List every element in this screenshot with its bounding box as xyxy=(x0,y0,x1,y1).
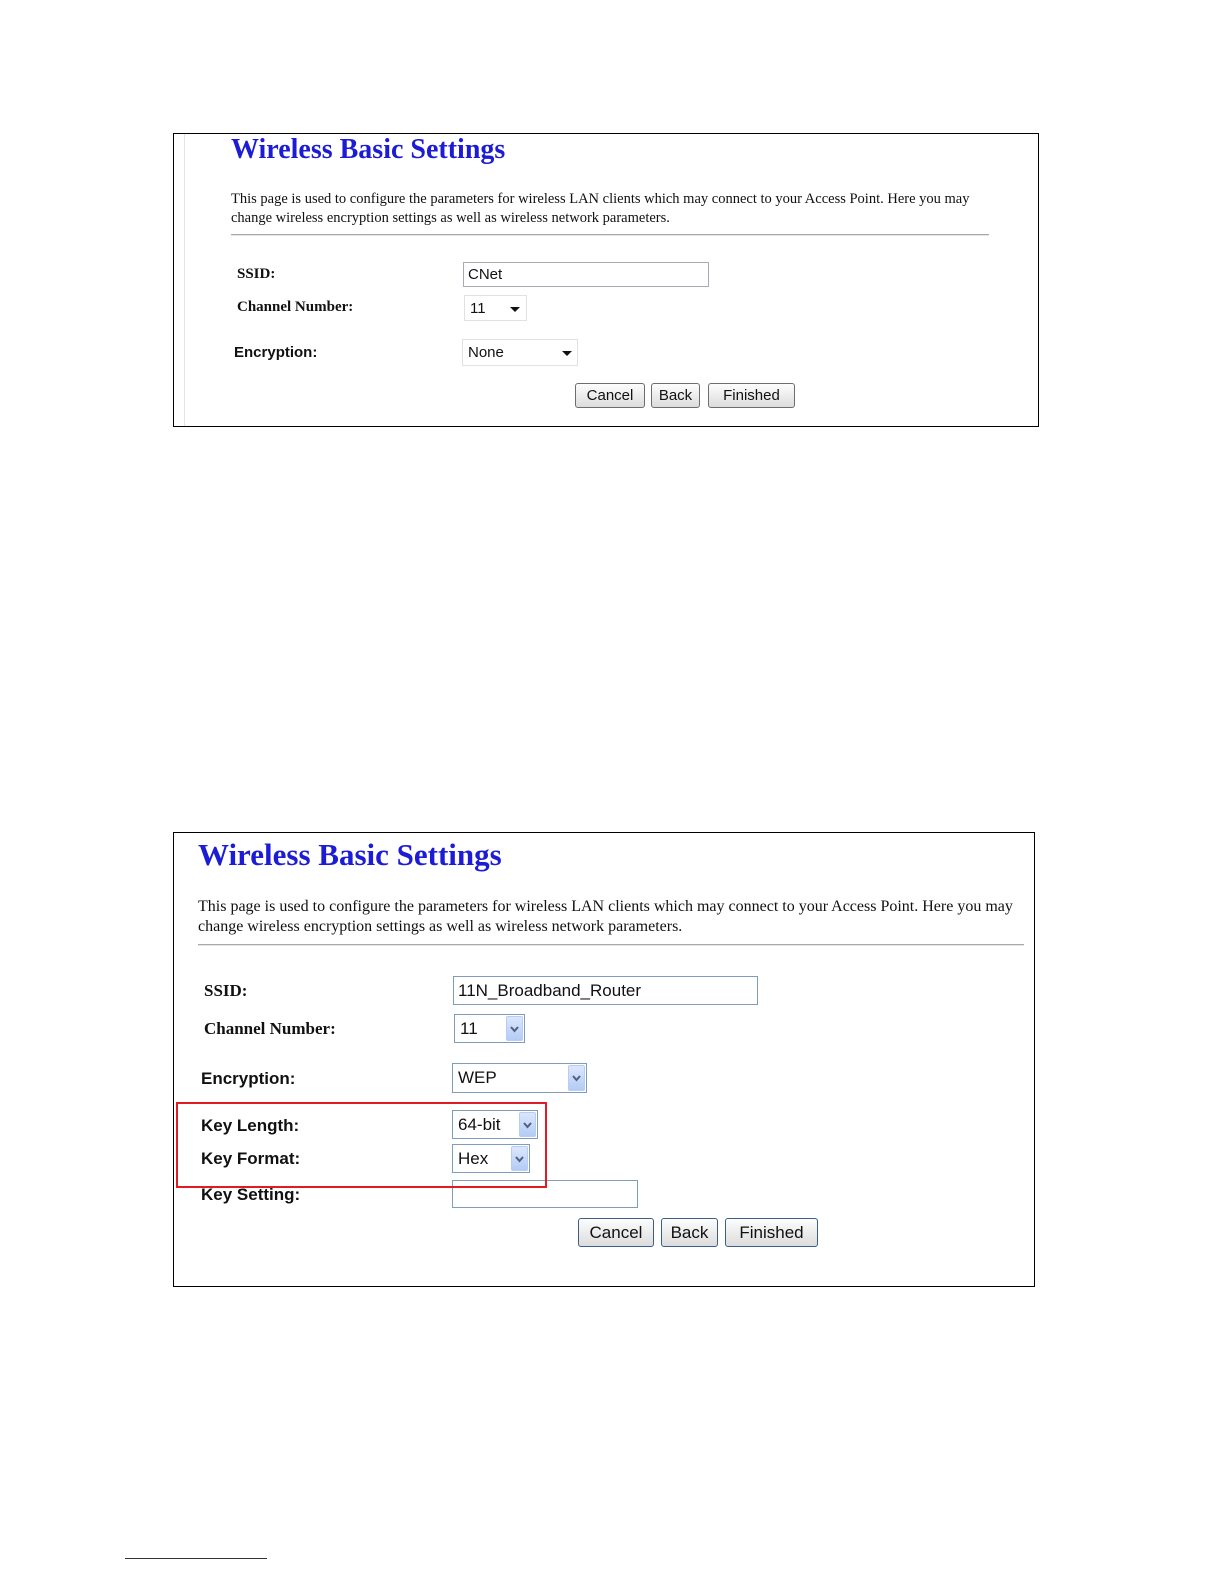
ssid-input[interactable]: 11N_Broadband_Router xyxy=(453,976,758,1005)
page-description: This page is used to configure the parameters for wireless LAN clients which may connect to your Access Point. Here you may change wireless encryption settings as well as wireless network parameters. xyxy=(231,191,970,226)
key-length-value: 64-bit xyxy=(458,1114,501,1134)
channel-number-select[interactable] xyxy=(464,295,527,321)
screenshot-wireless-basic-wep xyxy=(173,832,1035,1287)
ssid-label: SSID: xyxy=(237,266,276,282)
key-length-label: Key Length: xyxy=(201,1116,300,1135)
footer-rule xyxy=(125,1558,267,1559)
chevron-down-icon xyxy=(506,1016,523,1041)
cancel-button[interactable]: Cancel xyxy=(578,1218,654,1247)
key-setting-label: Key Setting: xyxy=(201,1185,301,1204)
finished-button[interactable]: Finished xyxy=(725,1218,818,1247)
encryption-label: Encryption: xyxy=(234,344,318,361)
chevron-down-icon xyxy=(562,351,572,356)
page-title: Wireless Basic Settings xyxy=(198,837,502,872)
frame-divider xyxy=(184,134,185,426)
chevron-down-icon xyxy=(568,1065,585,1091)
key-format-value: Hex xyxy=(458,1148,489,1168)
back-button[interactable]: Back xyxy=(661,1218,718,1247)
encryption-select[interactable] xyxy=(462,339,578,366)
chevron-down-icon xyxy=(510,307,520,312)
channel-number-value: 11 xyxy=(460,1018,478,1038)
header-divider xyxy=(198,944,1024,946)
encryption-value: WEP xyxy=(458,1068,497,1087)
key-format-label: Key Format: xyxy=(201,1149,301,1168)
encryption-select[interactable] xyxy=(452,1063,587,1093)
encryption-value: None xyxy=(468,344,504,361)
highlight-box xyxy=(176,1102,547,1188)
ssid-label: SSID: xyxy=(204,981,248,1000)
page-description: This page is used to configure the parameters for wireless LAN clients which may connect to your Access Point. Here you may change wireless encryption settings as well as wireless network parameters. xyxy=(198,898,1013,935)
encryption-label: Encryption: xyxy=(201,1069,296,1088)
screenshot-wireless-basic-none xyxy=(173,133,1039,427)
back-button[interactable]: Back xyxy=(651,383,700,408)
channel-number-value: 11 xyxy=(470,299,486,317)
channel-number-label: Channel Number: xyxy=(237,299,354,315)
page-title: Wireless Basic Settings xyxy=(231,134,506,165)
cancel-button[interactable]: Cancel xyxy=(575,383,645,408)
ssid-input[interactable]: CNet xyxy=(463,262,709,287)
finished-button[interactable]: Finished xyxy=(708,383,795,408)
channel-number-label: Channel Number: xyxy=(204,1019,336,1038)
channel-number-select[interactable] xyxy=(454,1014,525,1043)
header-divider xyxy=(231,234,989,236)
